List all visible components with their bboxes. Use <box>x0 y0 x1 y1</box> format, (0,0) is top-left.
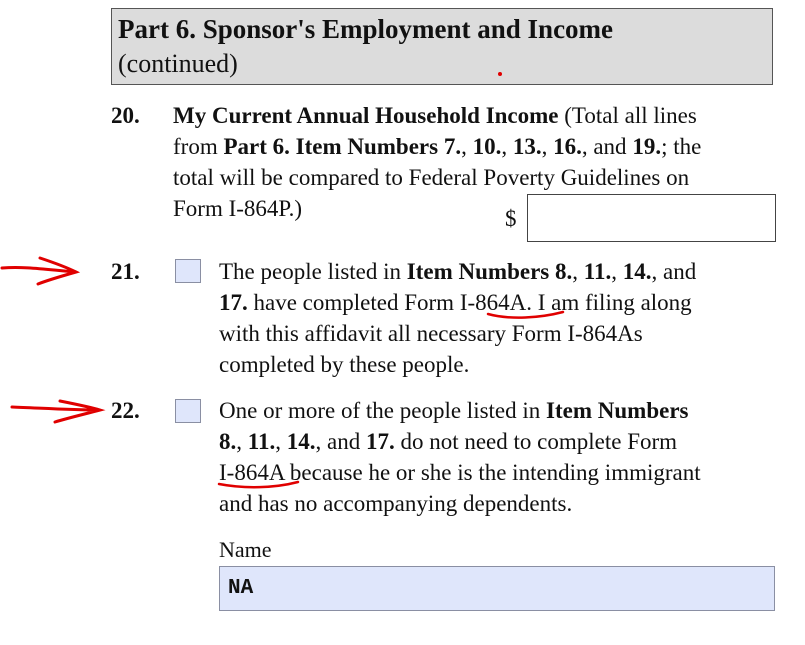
item-ref: 11. <box>247 429 276 454</box>
item-22-text-part: One or more of the people listed in <box>219 398 547 423</box>
form-i864a-ref: I-864A <box>459 290 527 315</box>
item-20-line-3: total will be compared to Federal Poverty Guidelines on <box>173 165 690 190</box>
section-subtitle: (continued) <box>118 49 238 78</box>
item-22-text-part: , <box>275 429 287 454</box>
item-22-line-4: and has no accompanying dependents. <box>219 491 573 516</box>
item-ref: 17. <box>365 429 395 454</box>
arrow-annotation-22 <box>12 401 100 422</box>
section-title: Part 6. Sponsor's Employment and Income <box>118 14 614 44</box>
item-21-line-4: completed by these people. <box>219 352 470 377</box>
item-20-text-part: ; the <box>661 134 702 159</box>
item-22-text <box>219 395 779 519</box>
name-input[interactable]: NA <box>219 566 775 611</box>
item-20-title: My Current Annual Household Income <box>173 103 559 128</box>
item-21-text-part: . I am filing along <box>526 290 692 315</box>
item-22-text-part: because he or she is the intending immigrant <box>284 460 701 485</box>
item-21-text-part: The people listed in <box>219 259 407 284</box>
item-22-checkbox[interactable] <box>175 399 201 423</box>
item-ref: Item Numbers 8. <box>406 259 573 284</box>
item-21-text-part: have completed Form <box>247 290 460 315</box>
item-ref: 14. <box>286 429 316 454</box>
form-i864a-ref: I-864A <box>219 460 285 485</box>
item-20-text-part: (Total all lines <box>558 103 697 128</box>
item-ref: 16. <box>553 134 582 159</box>
red-dot-mark <box>498 72 502 76</box>
household-income-input[interactable] <box>527 194 776 242</box>
item-20-line-4: Form I-864P.) <box>173 196 303 221</box>
item-20-text-part: , <box>461 134 473 159</box>
item-ref: 13. <box>512 134 542 159</box>
item-21-number: 21. <box>111 259 140 284</box>
item-ref: 14. <box>622 259 652 284</box>
item-20-text-part: , <box>541 134 554 159</box>
item-22-text-part: , <box>236 429 248 454</box>
item-ref: 8. <box>219 429 237 454</box>
item-21-text-part: , <box>611 259 623 284</box>
item-21-text-part: , and <box>651 259 697 284</box>
item-ref: Item Numbers <box>546 398 689 423</box>
name-label: Name <box>219 537 272 562</box>
item-22-text-part: , and <box>315 429 366 454</box>
item-22-number: 22. <box>111 398 140 423</box>
arrow-annotation-21 <box>2 258 76 284</box>
item-20-text-part: from <box>173 134 224 159</box>
currency-symbol: $ <box>505 206 517 231</box>
item-ref: 17. <box>219 290 248 315</box>
item-20-text-part: , and <box>581 134 633 159</box>
item-22-text-part: do not need to complete Form <box>394 429 678 454</box>
item-20-number: 20. <box>111 103 140 128</box>
item-21-text-part: , <box>572 259 584 284</box>
item-21-checkbox[interactable] <box>175 259 201 283</box>
item-20-text-part: , <box>501 134 513 159</box>
section-header <box>111 8 773 85</box>
item-ref: Part 6. Item Numbers 7. <box>223 134 462 159</box>
item-21-line-3: with this affidavit all necessary Form I-864As <box>219 321 643 346</box>
item-ref: 11. <box>583 259 612 284</box>
item-ref: 19. <box>632 134 662 159</box>
item-21-text <box>219 256 779 380</box>
item-ref: 10. <box>472 134 502 159</box>
